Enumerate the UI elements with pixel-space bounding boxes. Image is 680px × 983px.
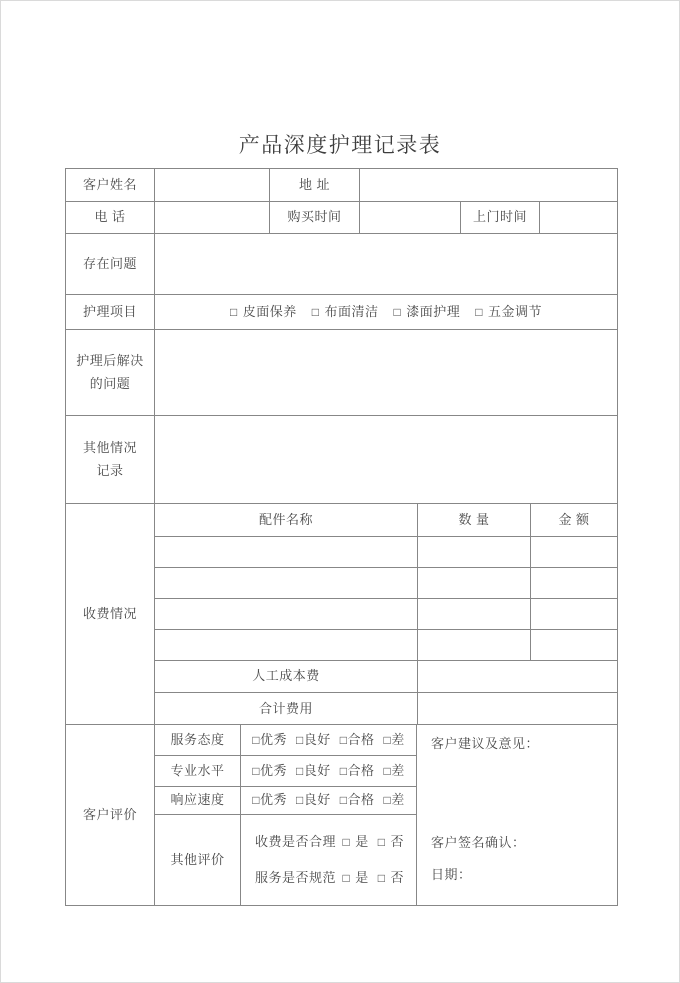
section-fees [66,503,617,724]
rating-options-professional-level [240,756,416,786]
care-option-label: 布面清洁 [324,303,379,319]
total-cost-label: 合计费用 [258,700,313,716]
rating-option-label: 良好 [303,792,331,808]
other-evaluation-row [155,814,416,906]
row-care-items [66,294,617,329]
customer-remarks-cell[interactable] [416,725,617,905]
purchase-time-label: 购买时间 [269,202,359,233]
checkbox-icon[interactable]: □ [339,763,348,778]
rating-option-poor[interactable] [384,789,405,812]
solved-problems-label-line1: 护理后解决 [76,352,144,368]
total-cost-row [155,692,617,725]
rating-option-label: 良好 [303,731,331,747]
yes-label: 是 [355,869,369,885]
suggestion-label: 客户建议及意见： [431,736,540,751]
total-cost-field[interactable] [417,693,617,725]
rating-option-good[interactable] [296,789,331,812]
checkbox-icon[interactable]: □ [295,793,304,807]
checkbox-icon[interactable]: □ [383,793,392,807]
yes-option[interactable] [342,867,368,890]
care-option-label: 皮面保养 [242,303,297,319]
checkbox-icon[interactable]: □ [342,835,351,850]
fee-part-name-field[interactable] [155,537,417,567]
phone-field[interactable] [154,202,269,233]
rating-options-response-speed [240,787,416,814]
care-option-paint[interactable] [394,301,461,324]
rating-options-service-attitude [240,725,416,755]
solved-problems-label [66,330,154,415]
fees-subtable [154,504,617,724]
fees-header-row [155,504,617,536]
other-evaluation-questions [240,815,416,906]
rating-option-label: 优秀 [259,731,287,747]
rating-option-pass[interactable] [340,729,375,752]
phone-label: 电 话 [94,209,126,225]
checkbox-icon[interactable]: □ [229,304,238,319]
no-option[interactable] [378,867,404,890]
checkbox-icon[interactable]: □ [252,732,260,747]
question-label: 收费是否合理 [255,834,337,850]
row-phone-times [66,201,617,233]
fee-quantity-field[interactable] [417,537,530,567]
page-title: 产品深度护理记录表 [238,134,442,157]
other-evaluation-label: 其他评价 [170,852,225,868]
row-solved-problems [66,329,617,415]
other-record-label-line2: 记录 [96,462,124,478]
rating-option-pass[interactable] [340,789,375,812]
checkbox-icon[interactable]: □ [383,732,392,747]
checkbox-icon[interactable]: □ [377,870,386,885]
other-record-label-line1: 其他情况 [82,439,137,455]
no-label: 否 [390,869,404,885]
care-option-fabric[interactable] [312,301,379,324]
yes-label: 是 [355,834,369,850]
criterion-label: 响应速度 [170,792,225,808]
rating-option-pass[interactable] [340,760,375,783]
existing-problems-field[interactable] [154,234,617,294]
row-customer-address [66,169,617,201]
care-option-leather[interactable] [230,301,297,324]
fee-item-row [155,598,617,629]
fee-item-row [155,536,617,567]
fee-part-name-field[interactable] [155,630,417,660]
care-option-label: 五金调节 [488,303,543,319]
rating-option-excellent[interactable] [252,729,287,752]
criterion-row-service-attitude [155,725,416,755]
date-label: 日期： [431,867,472,882]
labor-cost-row [155,660,617,692]
rating-option-label: 合格 [347,762,375,778]
checkbox-icon[interactable]: □ [377,835,386,850]
visit-time-field[interactable] [539,202,617,233]
question-label: 服务是否规范 [255,869,337,885]
checkbox-icon[interactable]: □ [339,732,348,747]
yes-option[interactable] [342,831,368,854]
other-record-field[interactable] [154,416,617,503]
fee-quantity-field[interactable] [417,630,530,660]
fees-label: 收费情况 [82,605,137,621]
visit-time-label: 上门时间 [460,202,539,233]
fee-amount-field[interactable] [530,537,617,567]
charge-reasonable-question [255,831,404,854]
rating-option-excellent[interactable] [252,760,287,783]
labor-cost-label: 人工成本费 [252,668,320,684]
fee-amount-field[interactable] [530,568,617,598]
rating-option-label: 差 [391,762,405,778]
checkbox-icon[interactable]: □ [295,732,304,747]
rating-option-label: 差 [391,792,405,808]
rating-option-label: 优秀 [259,792,287,808]
fee-quantity-field[interactable] [417,568,530,598]
criterion-label: 服务态度 [170,731,225,747]
no-label: 否 [390,834,404,850]
checkbox-icon[interactable]: □ [252,793,260,807]
fee-amount-field[interactable] [530,630,617,660]
no-option[interactable] [378,831,404,854]
fees-col-amount: 金 额 [530,504,617,536]
checkbox-icon[interactable]: □ [393,304,402,319]
rating-option-label: 优秀 [259,762,287,778]
customer-name-field[interactable] [154,169,269,201]
labor-cost-field[interactable] [417,661,617,692]
rating-option-label: 差 [391,731,405,747]
criterion-row-professional-level [155,755,416,786]
rating-option-label: 良好 [303,762,331,778]
fee-item-row [155,567,617,598]
checkbox-icon[interactable]: □ [311,304,320,319]
customer-name-label: 客户姓名 [82,176,137,192]
criterion-row-response-speed [155,786,416,814]
rating-option-label: 合格 [347,792,375,808]
checkbox-icon[interactable]: □ [475,304,484,319]
address-field[interactable] [359,169,617,201]
purchase-time-field[interactable] [359,202,460,233]
signature-label: 客户签名确认： [431,835,526,850]
care-option-label: 漆面护理 [406,303,461,319]
fee-amount-field[interactable] [530,599,617,629]
rating-option-poor[interactable] [384,760,405,783]
evaluation-criteria-block [154,725,416,905]
criterion-label: 专业水平 [170,762,225,778]
fee-part-name-field[interactable] [155,599,417,629]
rating-option-good[interactable] [296,729,331,752]
other-record-label [66,416,154,503]
service-standard-question [255,867,404,890]
fee-quantity-field[interactable] [417,599,530,629]
checkbox-icon[interactable]: □ [342,870,351,885]
fee-part-name-field[interactable] [155,568,417,598]
solved-problems-field[interactable] [154,330,617,415]
section-evaluation [66,724,617,905]
evaluation-label: 客户评价 [82,806,137,822]
existing-problems-label: 存在问题 [82,255,137,271]
row-existing-problems [66,233,617,294]
solved-problems-label-line2: 的问题 [89,375,131,391]
rating-option-poor[interactable] [384,729,405,752]
checkbox-icon[interactable]: □ [339,793,348,807]
care-option-hardware[interactable] [475,301,542,324]
checkbox-icon[interactable]: □ [252,763,260,778]
rating-option-excellent[interactable] [252,789,287,812]
rating-option-good[interactable] [296,760,331,783]
care-items-label: 护理项目 [82,303,137,319]
checkbox-icon[interactable]: □ [295,763,304,778]
rating-option-label: 合格 [347,731,375,747]
care-items-options [154,295,617,329]
fees-col-quantity: 数 量 [417,504,530,536]
address-label: 地 址 [269,169,359,201]
checkbox-icon[interactable]: □ [383,763,392,778]
row-other-record [66,415,617,503]
fee-item-row [155,629,617,660]
fees-col-part-name: 配件名称 [258,511,313,527]
care-record-table [65,168,618,906]
